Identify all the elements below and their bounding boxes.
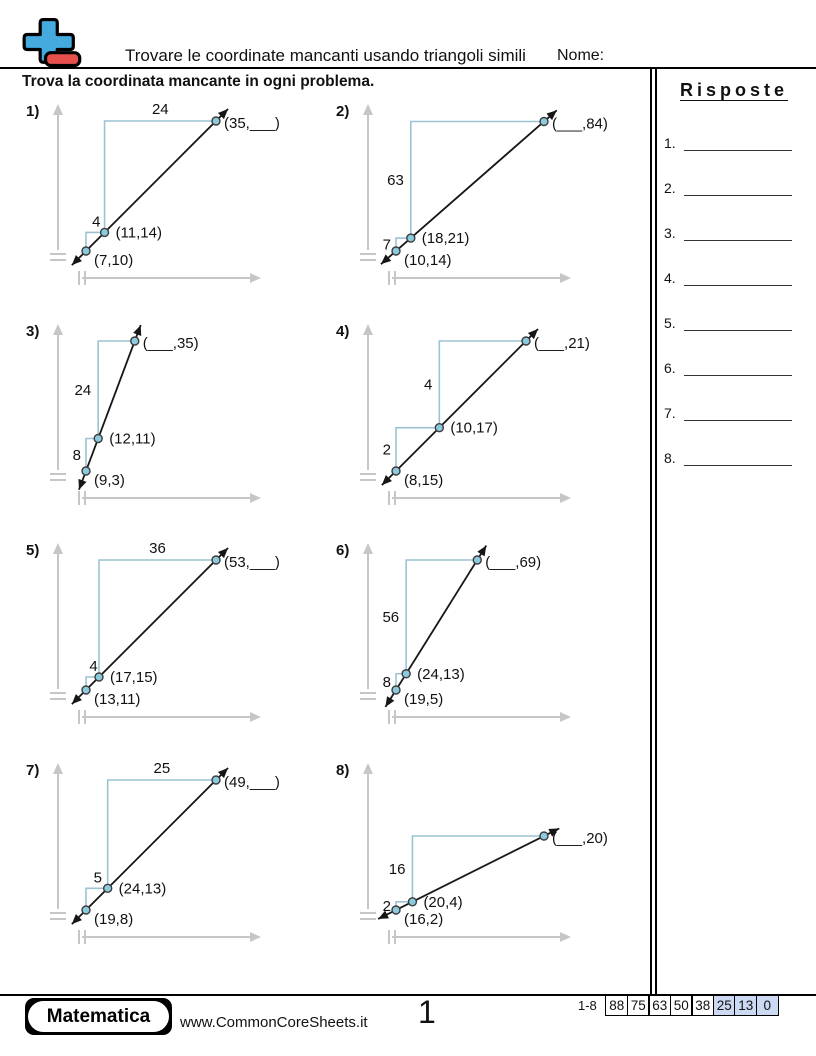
similar-triangle-diagram [330, 99, 630, 304]
worksheet-title: Trovare le coordinate mancanti usando triangoli simili [125, 46, 526, 65]
data-point [82, 467, 90, 475]
answer-number: 7. [664, 405, 676, 421]
score-table [607, 995, 779, 1016]
answer-blank-line [684, 150, 792, 151]
data-point [101, 228, 109, 236]
instruction-text: Trova la coordinata mancante in ogni problema. [22, 73, 375, 90]
problem-number: 2) [336, 103, 350, 120]
small-leg-label: 4 [89, 658, 98, 675]
missing-coordinate-label: (___,20) [552, 829, 608, 847]
line-through-points [78, 325, 141, 490]
missing-coordinate-label: (___,21) [534, 334, 590, 352]
data-point [408, 897, 416, 905]
missing-coordinate-label: (35,___) [224, 115, 280, 132]
problem-cell [326, 319, 636, 539]
point-label: (24,13) [118, 879, 167, 897]
answer-number: 5. [664, 315, 676, 331]
y-axis-arrow [53, 543, 63, 554]
name-label: Nome: [557, 47, 605, 64]
x-axis-arrow [250, 273, 261, 283]
answer-row [664, 401, 792, 421]
problem-number: 4) [336, 322, 350, 340]
missing-coordinate-label: (___,84) [552, 115, 608, 133]
answer-row [664, 221, 792, 241]
big-leg-label: 36 [149, 540, 166, 557]
answers-title: Risposte [679, 80, 789, 100]
data-point [392, 467, 400, 475]
answer-row [664, 131, 792, 151]
big-leg-label: 16 [388, 860, 406, 878]
line-arrowhead [78, 478, 86, 489]
x-axis-arrow [560, 932, 571, 942]
point-label: (24,13) [417, 665, 465, 683]
small-leg-label: 5 [93, 868, 103, 886]
answers-list [652, 131, 816, 466]
point-label: (13,11) [94, 691, 141, 708]
minus-icon [46, 53, 80, 66]
problem-cell [16, 758, 326, 978]
score-cell: 38 [691, 995, 714, 1016]
big-leg-label: 4 [423, 375, 433, 393]
x-axis-arrow [560, 712, 571, 722]
x-axis-arrow [560, 493, 571, 503]
small-leg-label: 7 [382, 236, 391, 254]
y-axis-arrow [53, 763, 63, 774]
missing-coordinate-label: (___,69) [485, 554, 542, 571]
page-number: 1 [418, 994, 436, 1030]
answer-number: 8. [664, 450, 676, 466]
y-axis-arrow [53, 324, 63, 335]
answer-number: 3. [664, 225, 676, 241]
similar-triangle-diagram [20, 538, 320, 743]
score-cell: 63 [648, 995, 671, 1016]
data-point [392, 686, 400, 694]
line-through-points [382, 328, 538, 484]
data-point [522, 337, 530, 345]
small-leg-label: 2 [382, 897, 391, 915]
data-point [435, 423, 443, 431]
big-leg-label: 63 [387, 171, 404, 189]
point-label: (7,10) [94, 252, 134, 269]
small-leg-label: 8 [72, 446, 81, 464]
point-label: (19,8) [94, 910, 134, 928]
y-axis-arrow [363, 324, 373, 335]
point-label: (10,17) [450, 419, 498, 437]
score-cell: 88 [605, 995, 628, 1016]
answer-row [664, 446, 792, 466]
answer-row [664, 266, 792, 286]
point-label: (12,11) [109, 430, 156, 447]
y-axis-arrow [363, 763, 373, 774]
y-axis-arrow [363, 543, 373, 554]
answer-row [664, 356, 792, 376]
point-label: (8,15) [404, 471, 444, 489]
data-point [104, 884, 112, 892]
point-label: (18,21) [421, 230, 470, 248]
answer-blank-line [684, 330, 792, 331]
data-point [540, 118, 548, 126]
axes [360, 763, 571, 944]
problem-number: 3) [26, 322, 40, 340]
similar-triangle-diagram [20, 758, 320, 963]
answer-blank-line [684, 420, 792, 421]
data-point [82, 686, 90, 694]
problem-number: 7) [26, 761, 40, 779]
point-label: (9,3) [94, 471, 125, 489]
line-through-points [382, 546, 486, 707]
problem-cell [16, 319, 326, 539]
small-leg-label: 8 [382, 673, 391, 691]
data-point [212, 776, 220, 784]
big-leg-label: 24 [74, 381, 92, 399]
similar-triangle-diagram [330, 758, 630, 963]
missing-coordinate-label: (49,___) [224, 773, 280, 791]
line-arrowhead [133, 325, 141, 336]
big-leg-label: 24 [151, 101, 169, 118]
data-point [131, 337, 139, 345]
data-point [212, 117, 220, 125]
problem-cell [16, 538, 326, 758]
point-label: (11,14) [115, 224, 162, 242]
problem-number: 6) [336, 542, 350, 559]
answer-number: 6. [664, 360, 676, 376]
score-cell: 75 [627, 995, 650, 1016]
problems-grid [16, 99, 636, 977]
score-cell: 13 [734, 995, 757, 1016]
axes [360, 104, 571, 285]
similar-triangle-diagram [330, 319, 630, 524]
data-point [94, 434, 102, 442]
missing-coordinate-label: (___,35) [142, 334, 199, 352]
y-axis-arrow [53, 104, 63, 115]
data-point [82, 906, 90, 914]
answer-blank-line [684, 285, 792, 286]
problem-cell [326, 99, 636, 319]
answer-number: 1. [664, 135, 676, 151]
big-leg-label: 56 [382, 608, 400, 626]
score-cell: 50 [670, 995, 693, 1016]
brand-logo [25, 998, 172, 1035]
point-label: (10,14) [404, 252, 452, 269]
big-leg-label: 25 [153, 759, 171, 777]
plus-minus-math-icon [22, 14, 84, 70]
brand-name: Matematica [28, 1001, 169, 1032]
line-through-points [72, 767, 228, 923]
answers-panel [650, 68, 816, 994]
similar-triangle-diagram [330, 538, 630, 743]
y-axis-arrow [363, 104, 373, 115]
data-point [392, 247, 400, 255]
score-cell: 25 [713, 995, 736, 1016]
similar-triangle-diagram [20, 99, 320, 304]
score-range-label: 1-8 [578, 998, 597, 1013]
point-label: (17,15) [110, 669, 158, 686]
similar-triangle-diagram [20, 319, 320, 524]
data-point [473, 556, 481, 564]
website-text: www.CommonCoreSheets.it [180, 1014, 368, 1031]
data-point [402, 670, 410, 678]
answer-number: 4. [664, 270, 676, 286]
point-label: (16,2) [404, 910, 444, 928]
score-strip [578, 995, 779, 1016]
line-arrowhead [385, 696, 394, 707]
data-point [392, 906, 400, 914]
missing-coordinate-label: (53,___) [224, 554, 280, 571]
problem-cell [16, 99, 326, 319]
point-label: (20,4) [423, 893, 463, 911]
x-axis-arrow [250, 932, 261, 942]
answer-row [664, 176, 792, 196]
line-through-points [72, 109, 228, 265]
answer-blank-line [684, 465, 792, 466]
problem-cell [326, 538, 636, 758]
data-point [540, 832, 548, 840]
small-leg-label: 4 [92, 213, 101, 231]
data-point [212, 556, 220, 564]
point-label: (19,5) [404, 691, 444, 708]
answer-blank-line [684, 375, 792, 376]
answer-blank-line [684, 195, 792, 196]
answer-row [664, 311, 792, 331]
answer-blank-line [684, 240, 792, 241]
small-leg-label: 2 [382, 440, 391, 458]
problem-number: 5) [26, 542, 40, 559]
x-axis-arrow [250, 712, 261, 722]
problem-cell [326, 758, 636, 978]
problem-number: 8) [336, 761, 350, 779]
problem-number: 1) [26, 103, 40, 120]
data-point [407, 234, 415, 242]
data-point [82, 247, 90, 255]
x-axis-arrow [250, 493, 261, 503]
answer-number: 2. [664, 180, 676, 196]
score-cell: 0 [756, 995, 779, 1016]
x-axis-arrow [560, 273, 571, 283]
